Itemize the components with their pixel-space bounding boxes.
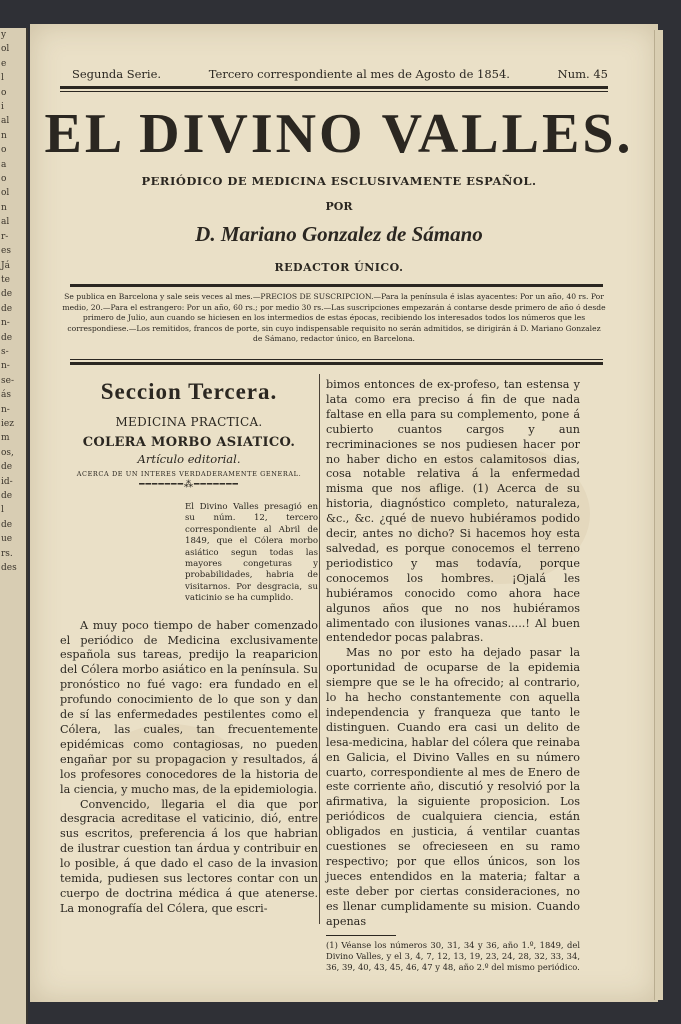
left-page-fragment: ás bbox=[1, 390, 11, 401]
left-page-fragment: o bbox=[1, 87, 7, 98]
subscription-rule-bottom-thick bbox=[70, 362, 603, 365]
left-page-fragment: e bbox=[1, 58, 7, 69]
left-page-fragment: te bbox=[1, 274, 10, 285]
masthead-subtitle: PERIÓDICO DE MEDICINA ESCLUSIVAMENTE ESPAÑOL. bbox=[141, 174, 537, 188]
left-page-fragment: n bbox=[1, 130, 7, 141]
left-page-fragment: i bbox=[1, 102, 4, 113]
issue-header bbox=[72, 67, 608, 81]
left-page-fragment: o bbox=[1, 145, 7, 156]
left-page-fragment: es bbox=[1, 246, 11, 257]
issue-number: Num. 45 bbox=[557, 67, 608, 81]
left-page-fragment: se- bbox=[1, 375, 14, 386]
editor-role: REDACTOR ÚNICO. bbox=[274, 261, 404, 274]
section-title: Seccion Tercera. bbox=[100, 379, 278, 404]
left-page-fragment: l bbox=[1, 505, 4, 516]
left-page-fragment: n- bbox=[1, 404, 10, 415]
left-page-fragment: r- bbox=[1, 231, 9, 242]
left-page-fragment: de bbox=[1, 491, 13, 501]
left-page-fragment: des bbox=[1, 563, 17, 574]
subscription-rule-top bbox=[70, 284, 603, 287]
left-page-fragment: al bbox=[1, 116, 10, 127]
article-subtitle: Artículo editorial. bbox=[137, 452, 241, 466]
left-page-fragment: de bbox=[1, 332, 13, 343]
series-label: Segunda Serie. bbox=[72, 67, 162, 81]
left-page-fragment: id- bbox=[1, 476, 13, 487]
left-page-fragment: al bbox=[1, 217, 10, 228]
paragraph: Mas no por esto ha dejado pasar la oportunidad de ocuparse de la epidemia siempre que se le ha ofrecido; al contrario, lo ha hecho constantemente con aquella independencia y franqueza que tanto le distinguen. Cuando era casi un delito de lesa-medicina, hablar del cólera que reinaba en Galicia, el Divino Valles en su número cuarto, correspondiente al mes de Enero de este corriente año, discutió y resolvió por la afirmativa, la siguiente proposicion. Los periódicos de cualquiera ciencia, están obligados en justicia, á ventilar cuantas cuestiones se ofrecieseen en su ramo respectivo; por que ellos únicos, son los jueces entendidos en la materia; faltar a este deber por ciertas consideraciones, no es llenar cumplidamente su mision. Cuando apenas bbox=[326, 646, 580, 928]
epigraph: El Divino Valles presagió en su núm. 12, tercero correspondiente al Abril de 1849, que el Cólera morbo asiático segun todas las mayores congeturas y probabilidades, habria de visitarnos. Por desgracia, su vaticinio se ha cumplido. bbox=[185, 502, 318, 604]
left-page-fragment: Já bbox=[1, 260, 10, 271]
left-page-fragment: n- bbox=[1, 361, 10, 372]
subscription-rule-bottom bbox=[70, 359, 603, 360]
subscription-info: Se publica en Barcelona y sale seis veces al mes.—PRECIOS DE SUSCRIPCION.—Para la península é islas ayacentes: Por un año, 40 rs. Por medio, 20.—Para el estrangero: Por un año, 60 rs.; por medio 30 rs.—Las suscripciones empezarán á contarse desde primero de año ó desde primero de Julio, aun cuando se hiciesen en los intermedios de estas épocas, recibiendo los interesados todos los números que les correspondiese.—Los remitidos, francos de porte, sin cuyo indispensable requisito no serán admitidos, se dirigirán á D. Mariano Gonzalez de Sámano, redactor único, en Barcelona. bbox=[62, 292, 606, 344]
left-page-fragment: ue bbox=[1, 534, 13, 545]
masthead-title: EL DIVINO VALLES. bbox=[44, 103, 634, 165]
left-page-fragment: de bbox=[1, 462, 13, 473]
left-page-fragment: n- bbox=[1, 318, 10, 329]
paragraph: A muy poco tiempo de haber comenzado el periódico de Medicina exclusivamente española sus tareas, predijo la reaparicion del Cólera morbo asiático en la península. Su pronóstico no fué vago: era fundado en el profundo conocimiento de lo que son y dan de sí las enfermedades pestilentes como el Cólera, las cuales, tan frecuentemente epidémicas como contagiosas, no pueden engañar por su propagacion y resultados, á los profesores conocedores de la historia de la ciencia, y mucho mas, de la epidemiologia. bbox=[60, 618, 318, 796]
left-page-fragment: o bbox=[1, 174, 7, 185]
right-column bbox=[326, 374, 580, 973]
section-name: MEDICINA PRACTICA. bbox=[115, 415, 263, 429]
left-page-fragment: y bbox=[1, 30, 7, 40]
left-page-fragment: ol bbox=[1, 44, 10, 55]
header-rule bbox=[60, 86, 608, 89]
footnote: (1) Véanse los números 30, 31, 34 y 36, año 1.º, 1849, del Divino Valles, y el 3, 4, 7, 12, 13, 19, 23, 24, 28, 32, 33, 34, 36, 39, 40, 43, 45, 46, 47 y 48, año 2.º del mismo periódico. bbox=[326, 939, 580, 972]
left-page-fragment: m bbox=[1, 433, 10, 444]
ornament-divider: ━━━━━━━⁂━━━━━━━ bbox=[139, 480, 239, 490]
left-page-fragment: os, bbox=[1, 447, 14, 458]
masthead-por: POR bbox=[325, 200, 353, 213]
left-page-edge bbox=[0, 28, 28, 1024]
column-divider bbox=[319, 374, 320, 924]
left-page-fragment: s- bbox=[1, 346, 9, 357]
left-page-fragment: iez bbox=[1, 418, 14, 429]
left-page-fragment: ol bbox=[1, 188, 10, 199]
left-page-fragment: de bbox=[1, 303, 13, 314]
left-column bbox=[60, 374, 318, 917]
left-page-fragment: de bbox=[1, 289, 13, 300]
article-title: COLERA MORBO ASIATICO. bbox=[82, 435, 296, 450]
left-page-fragment: n bbox=[1, 202, 7, 213]
left-page-fragment: de bbox=[1, 519, 13, 530]
left-page-fragment: rs. bbox=[1, 548, 13, 559]
paragraph: Convencido, llegaria el dia que por desgracia acreditase el vaticinio, dió, entre sus escritos, preferencia á los que habrian de ilustrar cuestion tan árdua y contribuir en lo posible, á que dado el caso de la invasion temida, pudiesen sus lectores contar con un cuerpo de doctrina médica á que atenerse. La monografía del Cólera, que escri- bbox=[60, 797, 318, 915]
footnote-rule bbox=[326, 935, 396, 936]
issue-date: Tercero correspondiente al mes de Agosto de 1854. bbox=[208, 67, 510, 81]
paragraph: bimos entonces de ex-profeso, tan estensa y lata como era preciso á fin de que nada faltase en ella para su complemento, pone á cubierto cuantos cargos y aun recriminaciones se nos pudiesen hacer por no haber dicho en estos calamitosos dias, cosa notable relativa á la enfermedad misma que nos aflige. (1) Acerca de su historia, diagnóstico completo, naturaleza, &c., &c. ¿qué de nuevo hubiéramos podido decir, antes no dicho? Si hacemos hoy esta salvedad, es porque conocemos el terreno periodistico y mas todavía, porque conocemos los hombres. ¡Ojalá les hubiéramos conocido como ahora hace algunos años que no nos hubiéramos alimentado con ilusiones vanas.....! Al buen entendedor pocas palabras. bbox=[326, 378, 580, 645]
editor-name: D. Mariano Gonzalez de Sámano bbox=[195, 222, 483, 246]
left-page-fragment: a bbox=[1, 159, 7, 170]
header-rule-thin bbox=[60, 91, 608, 92]
newspaper-page bbox=[30, 24, 658, 1002]
page-edge bbox=[654, 30, 663, 1000]
article-note: ACERCA DE UN INTERES VERDADERAMENTE GENERAL. bbox=[76, 470, 302, 478]
left-page-fragment: l bbox=[1, 73, 4, 84]
